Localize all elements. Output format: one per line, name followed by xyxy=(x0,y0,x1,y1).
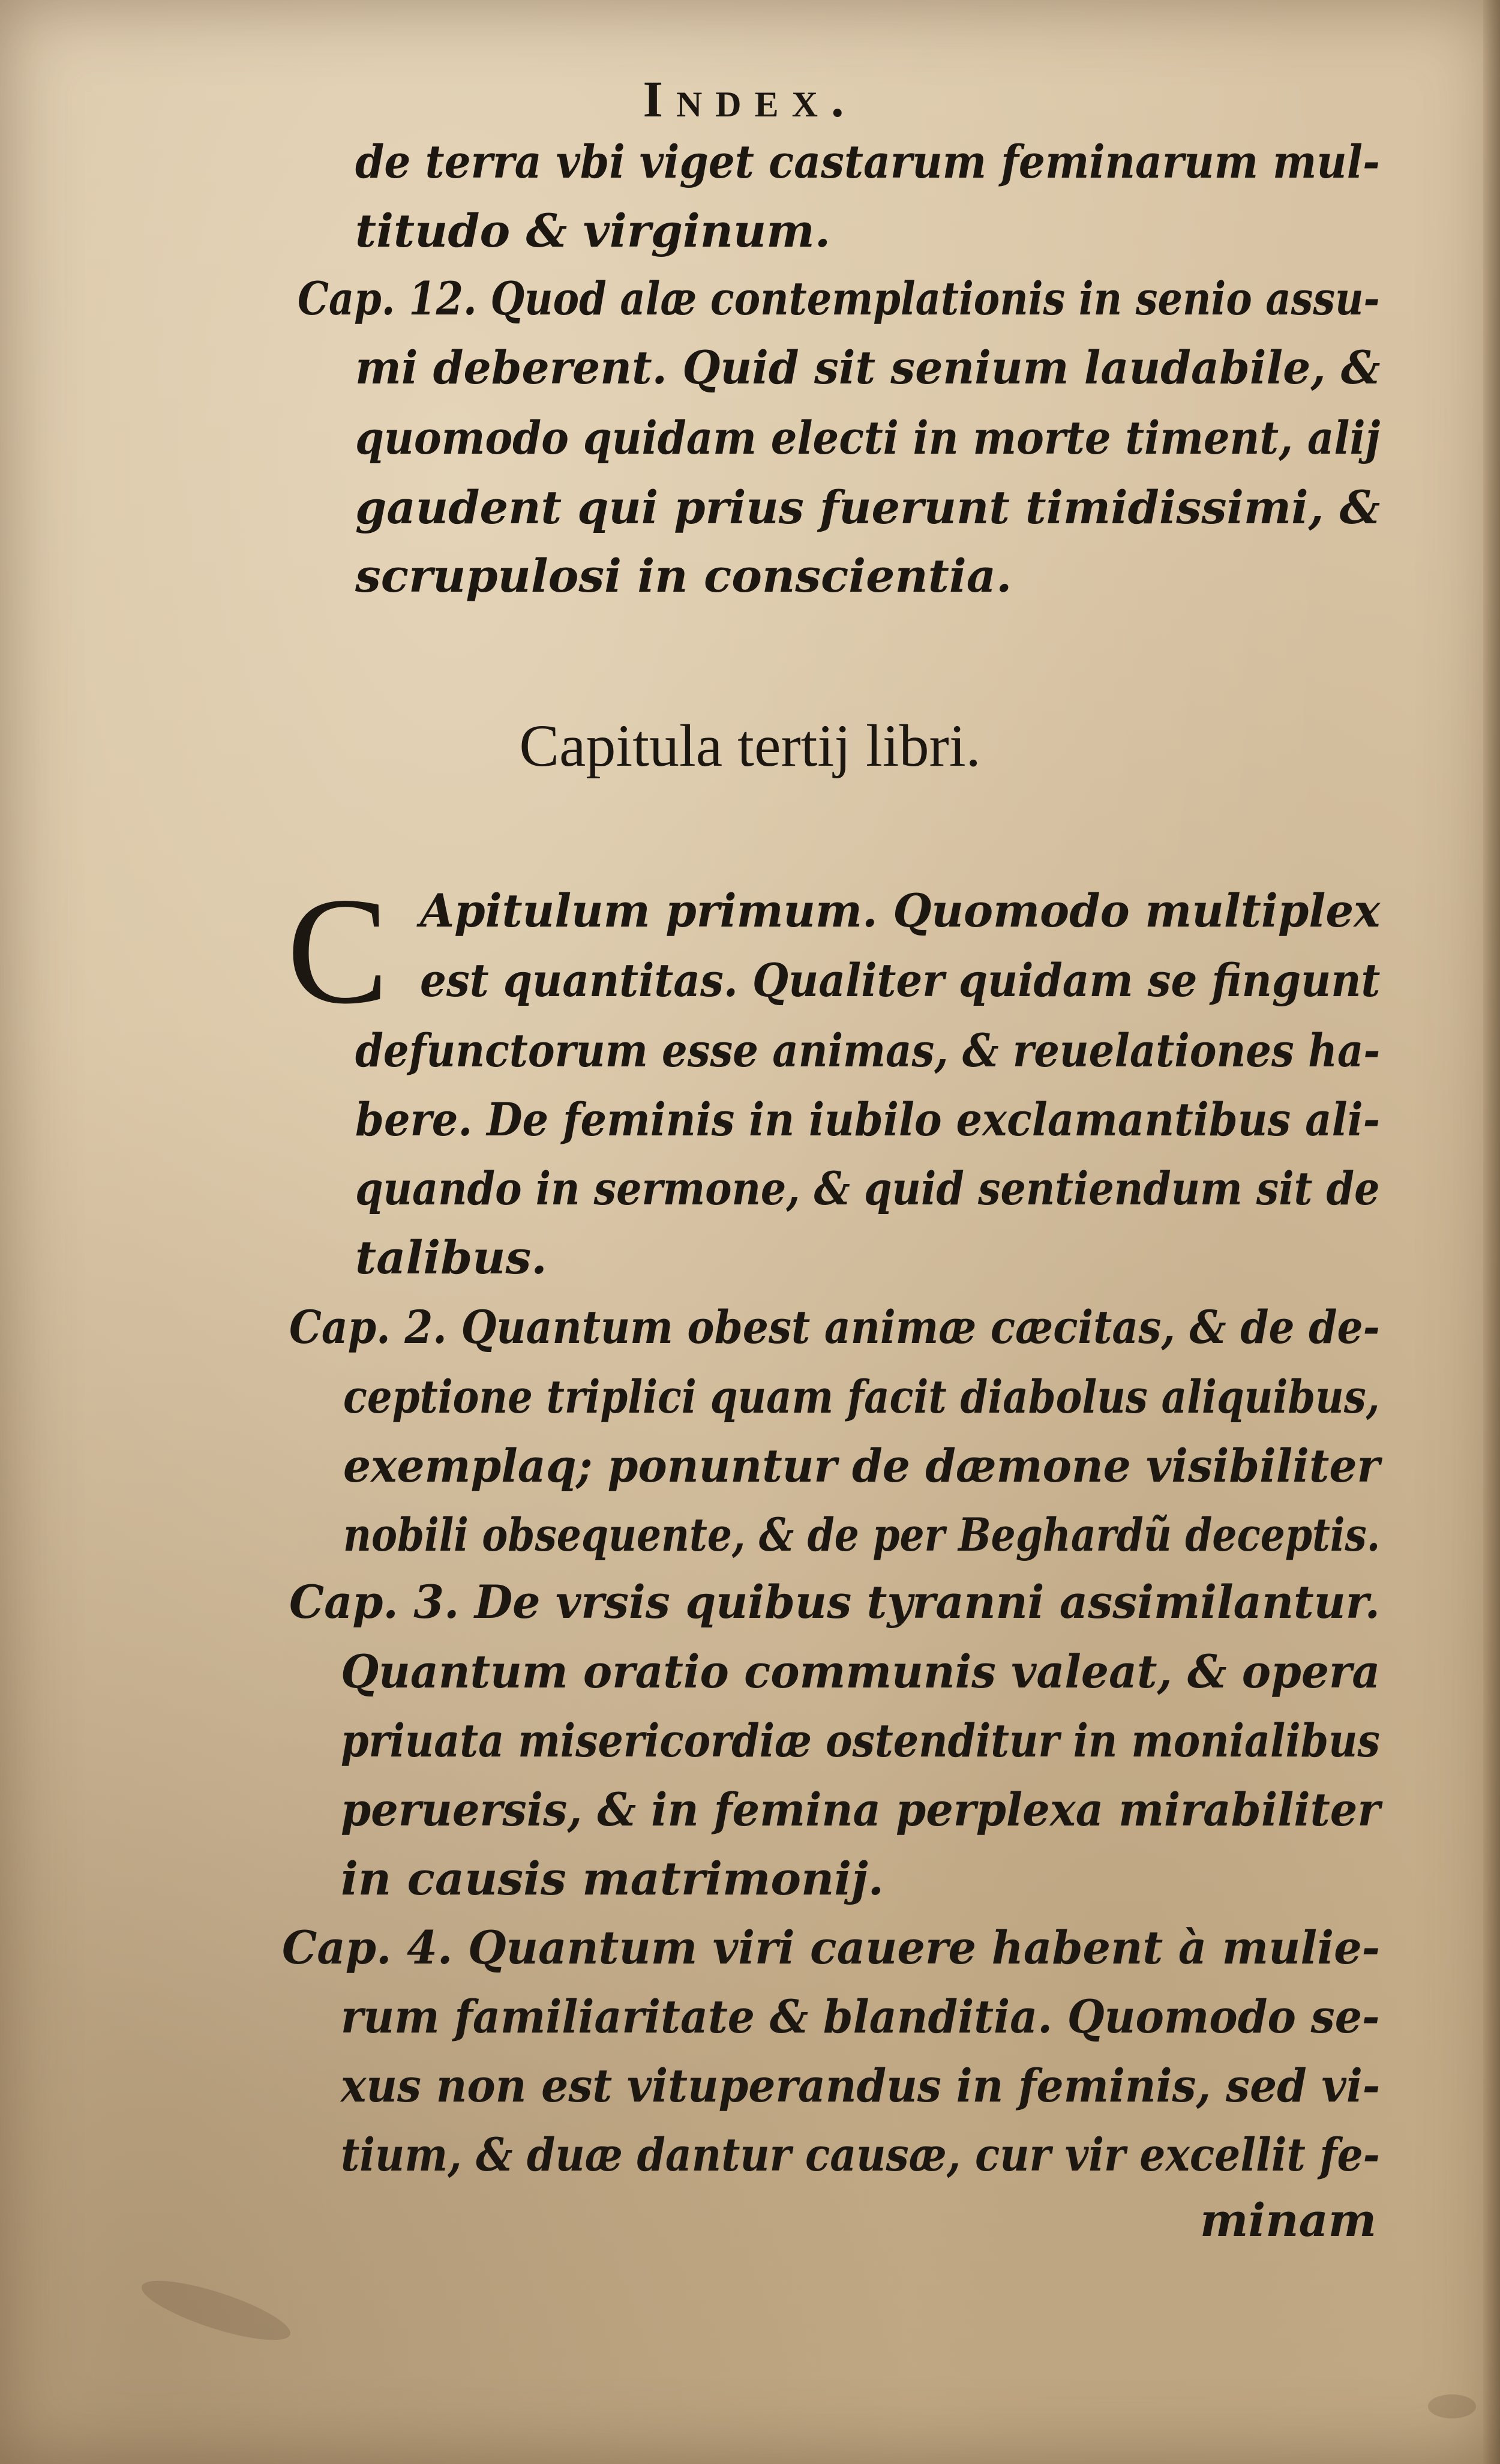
catchword: minam xyxy=(1200,2193,1377,2247)
text-line: xus non est vituperandus in feminis, sed vi- xyxy=(341,2059,1381,2112)
text-line: de terra vbi viget castarum feminarum mul- xyxy=(355,135,1380,188)
text-line: quando in sermone, & quid sentiendum sit de xyxy=(355,1162,1380,1215)
text-line: tium, & duæ dantur causæ, cur vir excellit fe- xyxy=(341,2128,1380,2181)
text-line: Cap. 3. De vrsis quibus tyranni assimilantur. xyxy=(289,1575,1380,1629)
text-line: ceptione triplici quam facit diabolus aliquibus, xyxy=(343,1370,1380,1423)
drop-cap: C xyxy=(287,867,389,1036)
text-line: Cap. 4. Quantum viri cauere habent à mulie- xyxy=(282,1921,1381,1974)
section-heading: Capitula tertij libri. xyxy=(519,712,981,779)
running-head: Index. xyxy=(643,70,857,128)
page-edge-shadow xyxy=(1483,0,1500,2464)
text-line: exemplaq; ponuntur de dæmone visibiliter xyxy=(343,1439,1380,1492)
text-line: gaudent qui prius fuerunt timidissimi, & xyxy=(355,481,1381,534)
text-line: in causis matrimonij. xyxy=(341,1852,884,1905)
text-line: Quantum oratio communis valeat, & opera xyxy=(341,1645,1381,1698)
paper-stain xyxy=(136,2269,296,2351)
text-line: talibus. xyxy=(355,1231,547,1284)
text-line: est quantitas. Qualiter quidam se fingunt xyxy=(420,954,1381,1007)
text-line: defunctorum esse animas, & reuelationes ha- xyxy=(355,1024,1381,1077)
text-line: Cap. 12. Quod alæ contemplationis in senio assu- xyxy=(298,272,1380,325)
text-line: rum familiaritate & blanditia. Quomodo se- xyxy=(341,1990,1380,2043)
text-line: quomodo quidam electi in morte timent, alij xyxy=(355,411,1381,464)
text-line: bere. De feminis in iubilo exclamantibus ali- xyxy=(355,1093,1381,1146)
text-line: nobili obsequente, & de per Beghardũ deceptis. xyxy=(343,1508,1381,1561)
text-line: Cap. 2. Quantum obest animæ cæcitas, & de de- xyxy=(289,1300,1380,1354)
text-line: mi deberent. Quid sit senium laudabile, & xyxy=(355,341,1381,394)
text-line: priuata misericordiæ ostenditur in monialibus xyxy=(341,1714,1380,1767)
paper-stain xyxy=(1428,2394,1476,2418)
text-line: titudo & virginum. xyxy=(355,204,831,257)
text-line: Apitulum primum. Quomodo multiplex xyxy=(420,884,1381,937)
text-line: peruersis, & in femina perplexa mirabiliter xyxy=(341,1783,1381,1836)
text-line: scrupulosi in conscientia. xyxy=(355,549,1012,602)
